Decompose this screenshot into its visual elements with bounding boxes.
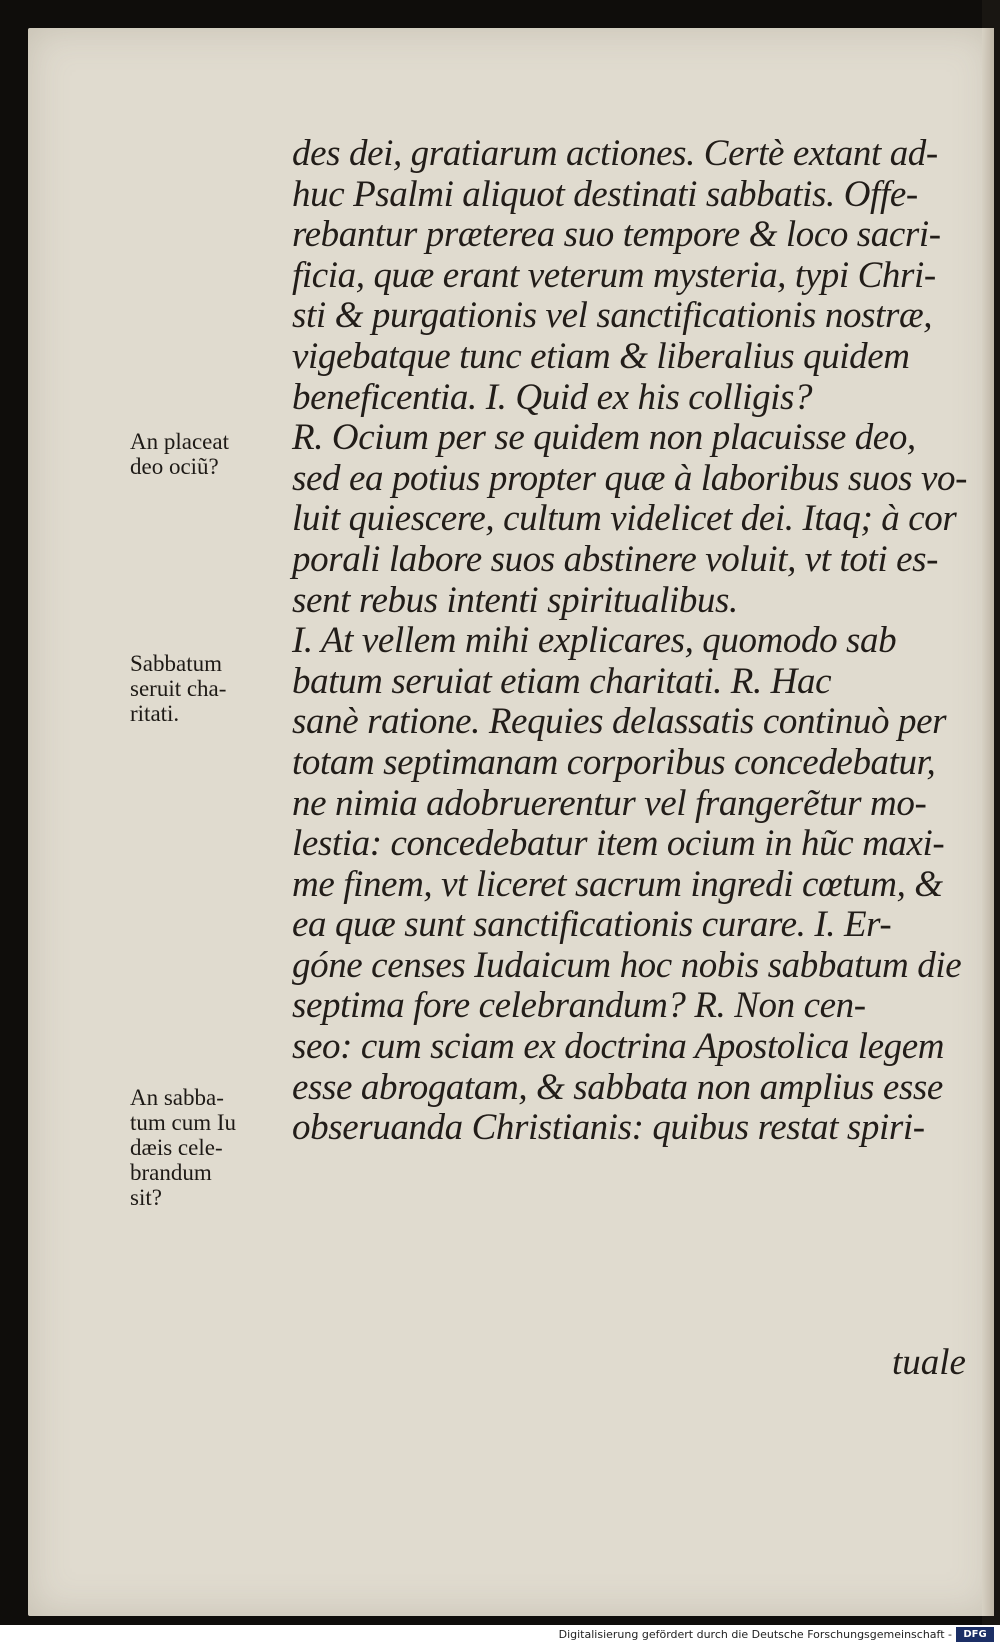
text-line: ne nimia adobruerentur vel frangerẽtur mo- bbox=[292, 782, 927, 824]
margin-note-line: Sabbatum bbox=[130, 651, 222, 676]
text-line: R. Ocium per se quidem non placuisse deo, bbox=[292, 417, 916, 459]
margin-note-line: dæis cele- bbox=[130, 1135, 223, 1160]
text-line: totam septimanam corporibus concedebatur, bbox=[292, 741, 936, 783]
margin-note-an-sabbatum-iudaeis bbox=[130, 1085, 270, 1210]
text-line: vigebatque tunc etiam & liberalius quidem bbox=[292, 335, 910, 377]
dfg-logo-icon: DFG bbox=[956, 1627, 994, 1642]
text-line: batum seruiat etiam charitati. R. Hac bbox=[292, 660, 832, 702]
text-line: seo: cum sciam ex doctrina Apostolica legem bbox=[292, 1026, 945, 1068]
catchword: tuale bbox=[892, 1342, 966, 1383]
main-text-block bbox=[292, 133, 968, 1149]
text-line: sent rebus intenti spiritualibus. bbox=[292, 579, 738, 621]
text-line: septima fore celebrandum? R. Non cen- bbox=[292, 985, 866, 1027]
text-line: des dei, gratiarum actiones. Certè extant ad- bbox=[292, 133, 938, 174]
text-line: ea quæ sunt sanctificationis curare. I. Er- bbox=[292, 904, 892, 946]
margin-note-line: seruit cha- bbox=[130, 676, 227, 701]
text-line: sti & purgationis vel sanctificationis nostræ, bbox=[292, 295, 933, 337]
margin-note-sabbatum-seruit bbox=[130, 651, 270, 726]
margin-note-line: ritati. bbox=[130, 701, 180, 726]
page-fore-edge bbox=[982, 28, 994, 1616]
text-line: porali labore suos abstinere voluit, vt toti es- bbox=[292, 538, 939, 580]
footer-credit: Digitalisierung gefördert durch die Deutsche Forschungsgemeinschaft - bbox=[558, 1628, 952, 1641]
margin-note-an-placeat bbox=[130, 429, 270, 479]
text-line: obseruanda Christianis: quibus restat spiri- bbox=[292, 1107, 925, 1149]
text-line: luit quiescere, cultum videlicet dei. Itaq; à cor bbox=[292, 498, 957, 540]
margin-note-line: deo ociũ? bbox=[130, 454, 219, 479]
text-line: I. At vellem mihi explicares, quomodo sab bbox=[292, 620, 897, 662]
text-line: sanè ratione. Requies delassatis continuò per bbox=[292, 701, 947, 743]
text-line: esse abrogatam, & sabbata non amplius esse bbox=[292, 1066, 943, 1108]
text-line: huc Psalmi aliquot destinati sabbatis. Offe- bbox=[292, 173, 918, 215]
text-line: lestia: concedebatur item ocium in hũc maxi- bbox=[292, 823, 945, 865]
text-line: ficia, quæ erant veterum mysteria, typi Chri- bbox=[292, 254, 936, 296]
text-line: sed ea potius propter quæ à laboribus suos vo- bbox=[292, 457, 968, 499]
margin-note-line: tum cum Iu bbox=[130, 1110, 237, 1135]
margin-note-line: sit? bbox=[130, 1185, 162, 1210]
margin-note-line: brandum bbox=[130, 1160, 212, 1185]
margin-note-line: An placeat bbox=[130, 429, 229, 454]
text-line: rebantur præterea suo tempore & loco sacri- bbox=[292, 214, 941, 256]
text-line: me finem, vt liceret sacrum ingredi cœtum, & bbox=[292, 863, 943, 905]
text-line: beneficentia. I. Quid ex his colligis? bbox=[292, 376, 813, 418]
margin-note-line: An sabba- bbox=[130, 1085, 224, 1110]
text-line: góne censes Iudaicum hoc nobis sabbatum die bbox=[292, 944, 962, 986]
